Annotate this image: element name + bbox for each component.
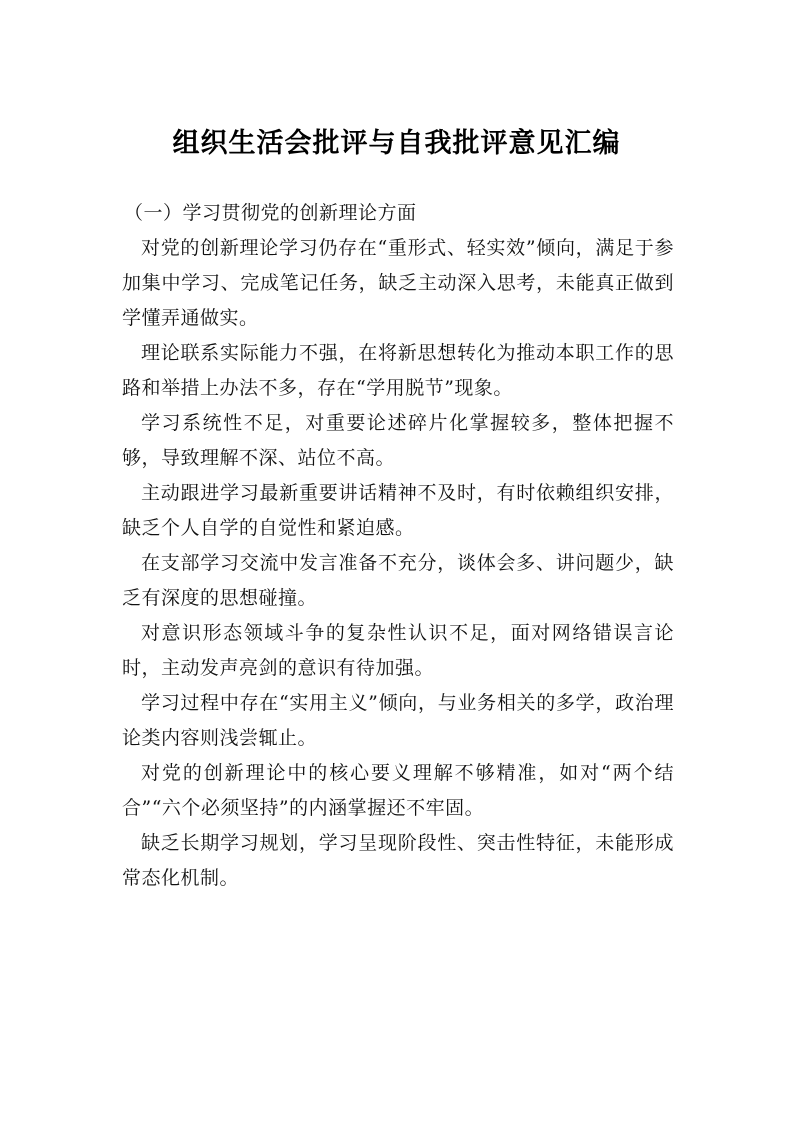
paragraph-7: 学习过程中存在“实用主义”倾向，与业务相关的多学，政治理论类内容则浅尝辄止。 [122, 692, 674, 749]
section-heading: （一）学习贯彻党的创新理论方面 [124, 202, 417, 224]
paragraph-6: 对意识形态领域斗争的复杂性认识不足，面对网络错误言论时，主动发声亮剑的意识有待加强。 [122, 622, 674, 679]
paragraph-9: 缺乏长期学习规划，学习呈现阶段性、突击性特征，未能形成常态化机制。 [122, 832, 674, 889]
document-title: 组织生活会批评与自我批评意见汇编 [172, 128, 621, 159]
paragraph-1: 对党的创新理论学习仍存在“重形式、轻实效”倾向，满足于参加集中学习、完成笔记任务，缺乏主动深入思考，未能真正做到学懂弄通做实。 [122, 237, 674, 329]
document-body [122, 196, 674, 896]
paragraph-3: 学习系统性不足，对重要论述碎片化掌握较多，整体把握不够，导致理解不深、站位不高。 [122, 412, 674, 469]
paragraph-5: 在支部学习交流中发言准备不充分，谈体会多、讲问题少，缺乏有深度的思想碰撞。 [122, 552, 674, 609]
paragraph-2: 理论联系实际能力不强，在将新思想转化为推动本职工作的思路和举措上办法不多，存在“学用脱节”现象。 [122, 342, 674, 399]
paragraph-8: 对党的创新理论中的核心要义理解不够精准，如对“两个结合”“六个必须坚持”的内涵掌握还不牢固。 [122, 762, 674, 819]
paragraph-4: 主动跟进学习最新重要讲话精神不及时，有时依赖组织安排，缺乏个人自学的自觉性和紧迫感。 [122, 482, 674, 539]
